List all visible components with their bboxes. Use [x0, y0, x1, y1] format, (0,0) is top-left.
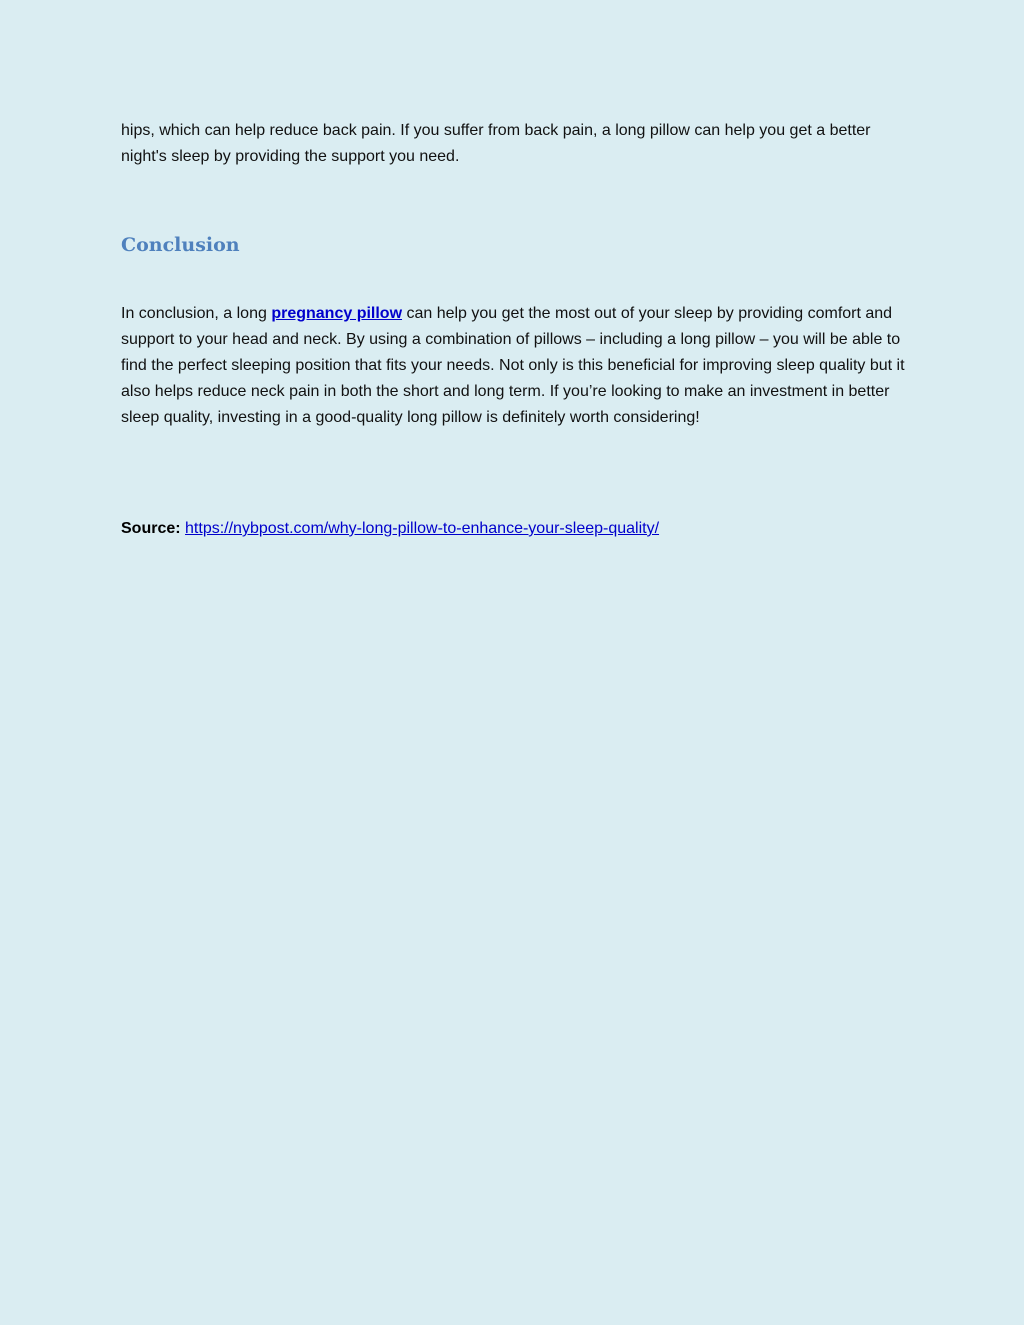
intro-paragraph: hips, which can help reduce back pain. If you suffer from back pain, a long pillow can help you get a better night's sleep by providing the support you need. [121, 122, 871, 165]
source-line [121, 516, 911, 542]
conclusion-text-start: In conclusion, a long [121, 305, 272, 322]
conclusion-heading: Conclusion [121, 234, 240, 256]
source-label: Source: [121, 520, 181, 537]
document-page [121, 118, 911, 537]
conclusion-paragraph [121, 301, 911, 431]
source-url-link[interactable]: https://nybpost.com/why-long-pillow-to-enhance-your-sleep-quality/ [185, 520, 660, 537]
conclusion-text-end: can help you get the most out of your sleep by providing comfort and support to your head and neck. By using a combination of pillows – including a long pillow – you will be able to find the perfect sleeping position that fits your needs. Not only is this beneficial for improving sleep quality but it also helps reduce neck pain in both the short and long term. If you’re looking to make an investment in better sleep quality, investing in a good-quality long pillow is definitely worth considering! [121, 305, 905, 426]
pregnancy-pillow-link[interactable]: pregnancy pillow [271, 305, 403, 322]
